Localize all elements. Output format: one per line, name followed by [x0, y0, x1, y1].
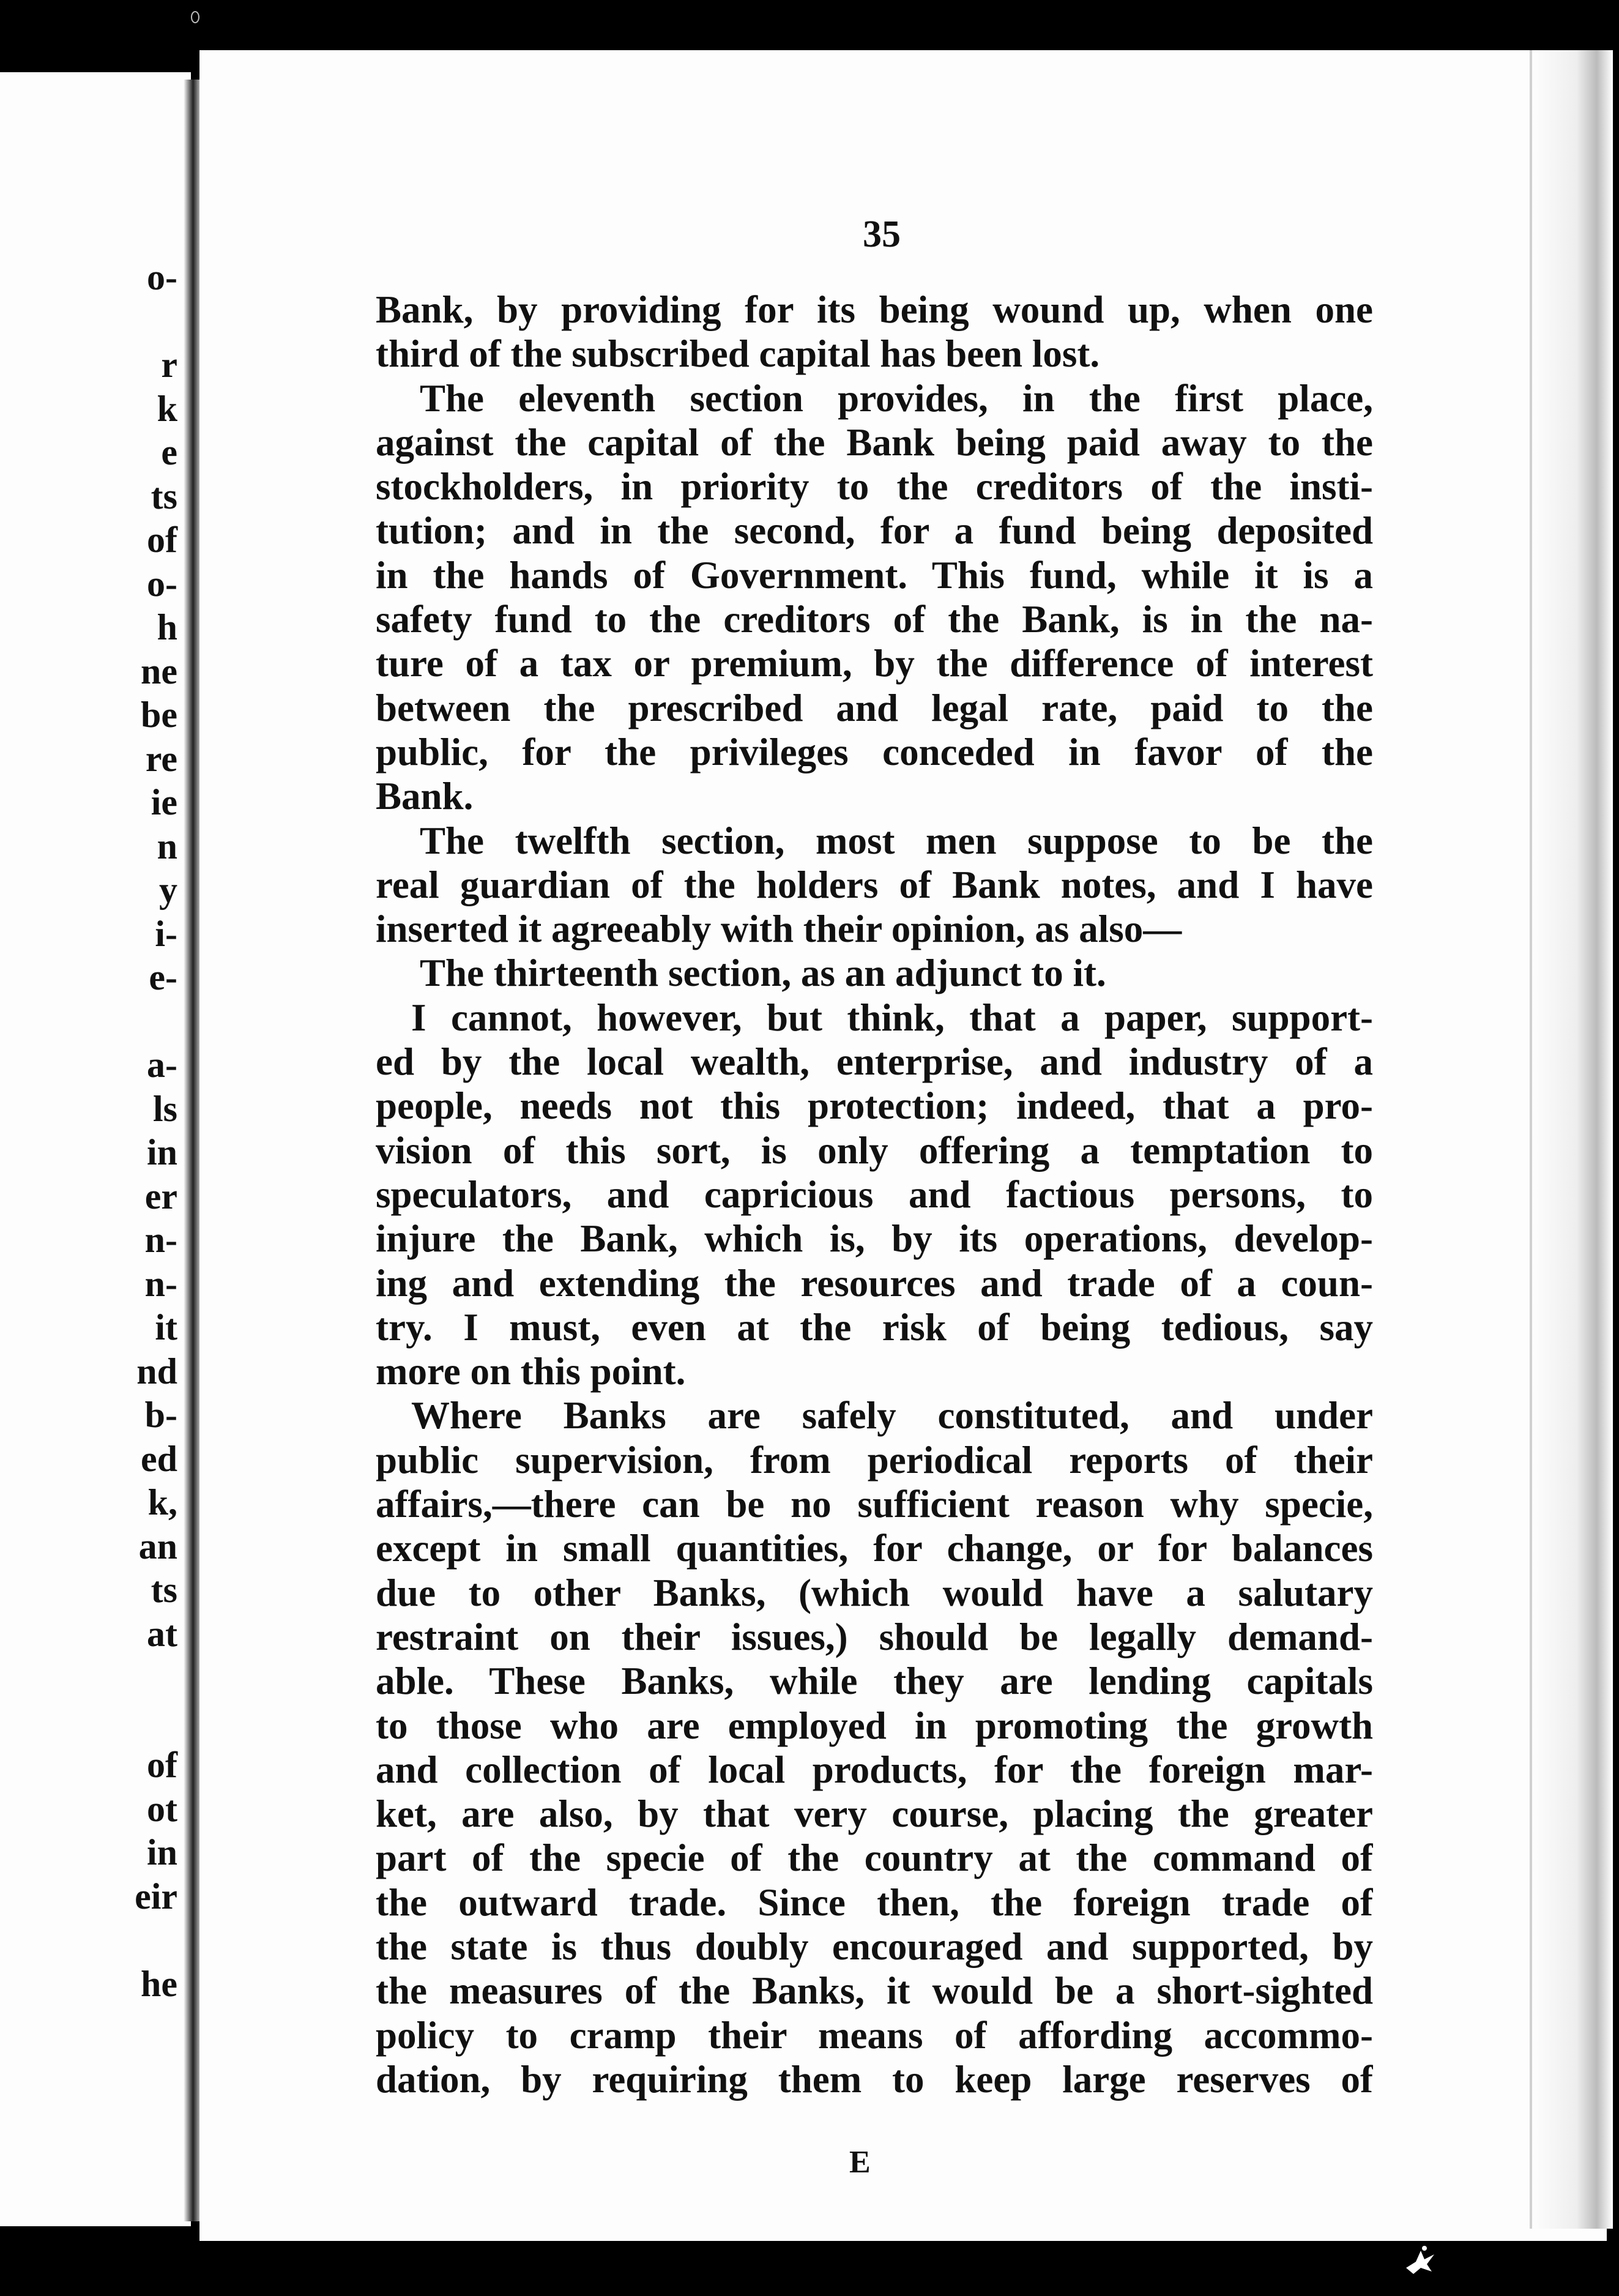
- margin-fragment: i-: [155, 913, 177, 954]
- margin-fragment: ot: [147, 1788, 177, 1829]
- text-line: ed by the local wealth, enterprise, and industry of a: [376, 1040, 1373, 1084]
- signature-mark: E: [849, 2145, 871, 2180]
- text-line: affairs,—there can be no sufficient reason why specie,: [376, 1483, 1373, 1526]
- margin-fragment: [135, 300, 177, 344]
- text-line: I cannot, however, but think, that a paper, support-: [411, 996, 1373, 1039]
- text-line: Bank.: [376, 775, 474, 818]
- text-line: ture of a tax or premium, by the difference of interest: [376, 642, 1373, 685]
- text-line: injure the Bank, which is, by its operations, develop-: [376, 1217, 1373, 1261]
- margin-fragment: k: [157, 388, 177, 429]
- text-line: against the capital of the Bank being paid away to the: [376, 420, 1373, 464]
- margin-fragment: n-: [144, 1263, 177, 1304]
- margin-fragment: ls: [152, 1088, 177, 1129]
- margin-fragment: in: [146, 1832, 177, 1873]
- text-line: dation, by requiring them to keep large reserves of: [376, 2057, 1373, 2101]
- margin-fragment: [135, 1000, 177, 1044]
- margin-fragment: o-: [147, 563, 177, 604]
- scan-speck: [191, 11, 199, 23]
- margin-fragment: eir: [135, 1876, 177, 1917]
- text-line: stockholders, in priority to the creditors of the insti-: [376, 465, 1373, 509]
- text-line: vision of this sort, is only offering a temptation to: [376, 1128, 1373, 1172]
- margin-fragment: [135, 1918, 177, 1962]
- margin-fragment: an: [138, 1526, 177, 1567]
- margin-fragment: [135, 1700, 177, 1744]
- text-line: tution; and in the second, for a fund being deposited: [376, 509, 1373, 553]
- left-facing-page: [0, 72, 191, 2226]
- margin-fragment: k,: [147, 1482, 177, 1523]
- text-line: the measures of the Banks, it would be a short-sighted: [376, 1969, 1373, 2013]
- text-line: The twelfth section, most men suppose to be the: [420, 819, 1373, 862]
- text-line: try. I must, even at the risk of being tedious, say: [376, 1305, 1373, 1349]
- text-line: safety fund to the creditors of the Bank, is in the na-: [376, 598, 1373, 641]
- text-line: between the prescribed and legal rate, paid to the: [376, 686, 1373, 729]
- margin-fragment: nd: [136, 1351, 177, 1392]
- page-edge-shadow: [1530, 50, 1613, 2229]
- corner-ink-mark-icon: [1402, 2243, 1439, 2275]
- book-gutter: [184, 80, 199, 2221]
- margin-fragment: e: [161, 432, 177, 472]
- margin-fragment: at: [147, 1613, 177, 1654]
- margin-fragment: of: [147, 520, 177, 560]
- text-line: ing and extending the resources and trade of a coun-: [376, 1261, 1373, 1305]
- margin-fragment: ed: [141, 1438, 177, 1479]
- text-line: able. These Banks, while they are lending capitals: [376, 1660, 1373, 1703]
- margin-fragment: [135, 1656, 177, 1700]
- text-line: people, needs not this protection; indeed, that a pro-: [376, 1084, 1373, 1128]
- text-line: Where Banks are safely constituted, and under: [411, 1394, 1373, 1437]
- text-line: speculators, and capricious and factious persons, to: [376, 1172, 1373, 1216]
- left-page-text-fragments: [135, 256, 177, 2006]
- page-number: 35: [863, 214, 901, 255]
- margin-fragment: in: [146, 1132, 177, 1172]
- margin-fragment: o-: [147, 257, 177, 297]
- text-line: policy to cramp their means of affording accommo-: [376, 2013, 1373, 2057]
- text-line: inserted it agreeably with their opinion, as also—: [376, 908, 1182, 951]
- text-line: third of the subscribed capital has been lost.: [376, 332, 1100, 376]
- text-line: real guardian of the holders of Bank notes, and I have: [376, 863, 1373, 906]
- margin-fragment: be: [141, 695, 177, 735]
- margin-fragment: r: [161, 345, 177, 385]
- margin-fragment: re: [145, 738, 177, 779]
- text-line: in the hands of Government. This fund, while it is a: [376, 553, 1373, 597]
- text-line: due to other Banks, (which would have a salutary: [376, 1571, 1373, 1614]
- margin-fragment: b-: [144, 1395, 177, 1435]
- text-line: part of the specie of the country at the command of: [376, 1836, 1373, 1880]
- margin-fragment: er: [144, 1176, 177, 1217]
- margin-fragment: it: [155, 1307, 177, 1347]
- text-line: restraint on their issues,) should be legally demand-: [376, 1615, 1373, 1658]
- margin-fragment: n-: [144, 1220, 177, 1260]
- text-line: The thirteenth section, as an adjunct to it.: [420, 952, 1106, 995]
- margin-fragment: y: [159, 870, 177, 910]
- text-line: Bank, by providing for its being wound up, when one: [376, 288, 1373, 331]
- margin-fragment: h: [157, 607, 177, 647]
- text-line: except in small quantities, for change, or for balances: [376, 1527, 1373, 1570]
- text-line: and collection of local products, for the foreign mar-: [376, 1748, 1373, 1791]
- margin-fragment: a-: [147, 1045, 177, 1085]
- margin-fragment: ie: [151, 782, 177, 822]
- text-line: to those who are employed in promoting the growth: [376, 1704, 1373, 1747]
- text-line: the state is thus doubly encouraged and supported, by: [376, 1925, 1373, 1968]
- body-text: [376, 288, 1373, 2101]
- text-line: public, for the privileges conceded in favor of the: [376, 730, 1373, 773]
- margin-fragment: he: [141, 1963, 177, 2004]
- margin-fragment: of: [147, 1745, 177, 1785]
- text-line: The eleventh section provides, in the first place,: [420, 376, 1373, 420]
- margin-fragment: ne: [141, 650, 177, 691]
- text-line: public supervision, from periodical reports of their: [376, 1438, 1373, 1482]
- text-line: ket, are also, by that very course, placing the greater: [376, 1792, 1373, 1836]
- text-line: more on this point.: [376, 1350, 686, 1393]
- text-line: the outward trade. Since then, the foreign trade of: [376, 1880, 1373, 1924]
- margin-fragment: n: [157, 826, 177, 867]
- margin-fragment: ts: [151, 1570, 177, 1610]
- margin-fragment: e-: [149, 957, 177, 997]
- margin-fragment: ts: [151, 475, 177, 516]
